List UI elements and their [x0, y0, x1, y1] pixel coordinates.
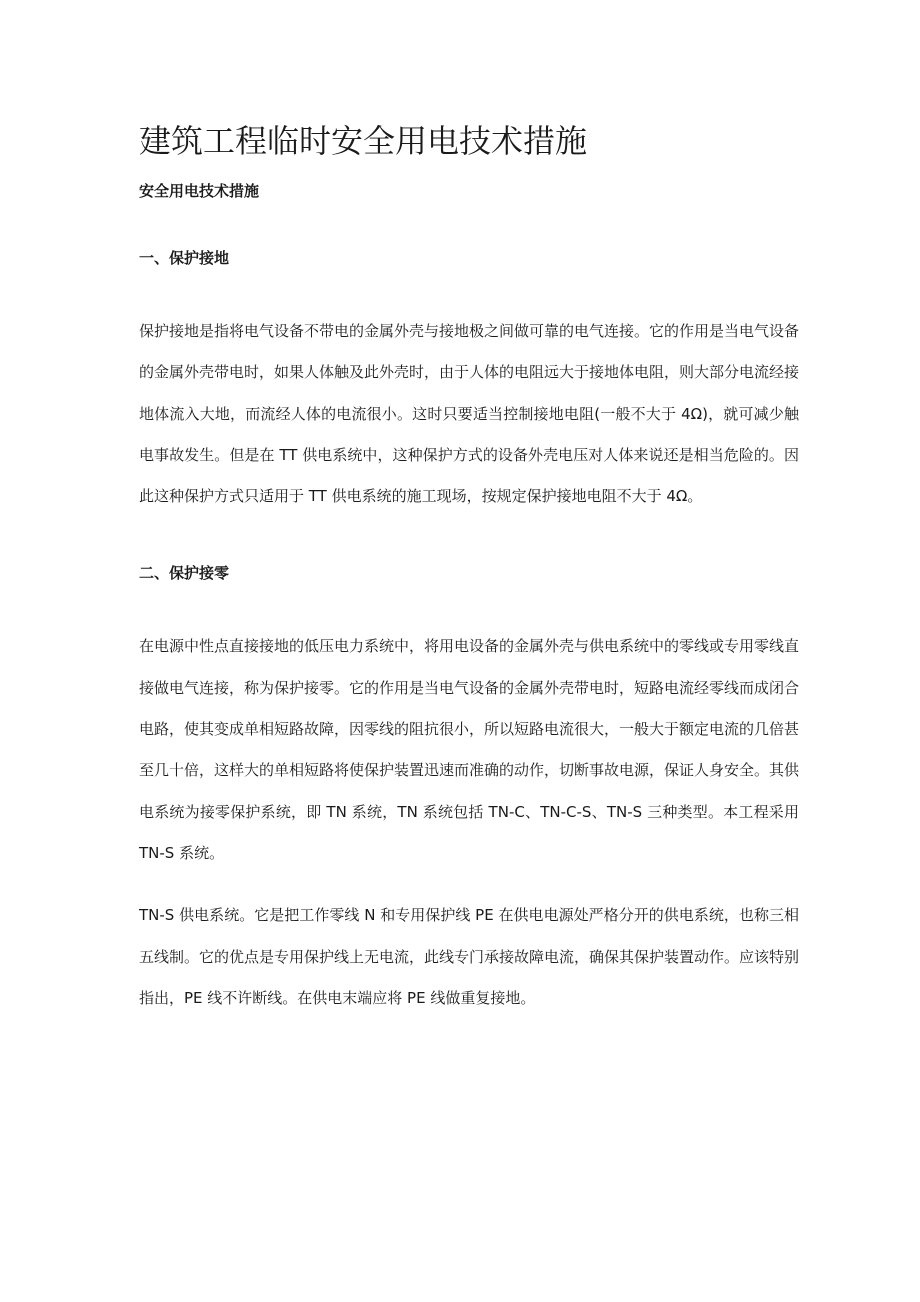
paragraph-protective-neutral: 在电源中性点直接接地的低压电力系统中，将用电设备的金属外壳与供电系统中的零线或专用零线直接做电气连接，称为保护接零。它的作用是当电气设备的金属外壳带电时，短路电流经零线而成闭合电路，使其变成单相短路故障，因零线的阻抗很小，所以短路电流很大，一般大于额定电流的几倍甚至几十倍，这样大的单相短路将使保护装置迅速而准确的动作，切断事故电源，保证人身安全。其供电系统为接零保护系统，即 TN 系统，TN 系统包括 TN-C、TN-C-S、TN-S 三种类型。本工程采用 TN-S 系统。 [139, 637, 800, 862]
paragraph-tn-s-system: TN-S 供电系统。它是把工作零线 N 和专用保护线 PE 在供电电源处严格分开的供电系统，也称三相五线制。它的优点是专用保护线上无电流，此线专门承接故障电流，确保其保护装置动作。应该特别指出，PE 线不许断线。在供电末端应将 PE 线做重复接地。 [139, 906, 800, 1007]
document-subtitle: 安全用电技术措施 [139, 182, 260, 200]
paragraph-protective-grounding: 保护接地是指将电气设备不带电的金属外壳与接地极之间做可靠的电气连接。它的作用是当电气设备的金属外壳带电时，如果人体触及此外壳时，由于人体的电阻远大于接地体电阻，则大部分电流经接地体流入大地，而流经人体的电流很小。这时只要适当控制接地电阻(一般不大于 4Ω)，就可减少触电事故发生。但是在 TT 供电系统中，这种保护方式的设备外壳电压对人体来说还是相当危险的。因此这种保护方式只适用于 TT 供电系统的施工现场，按规定保护接地电阻不大于 4Ω。 [139, 322, 800, 506]
page-title: 建筑工程临时安全用电技术措施 [139, 122, 588, 160]
section-heading-protective-grounding: 一、保护接地 [139, 249, 230, 267]
section-heading-protective-neutral: 二、保护接零 [139, 564, 230, 583]
document-body [139, 118, 799, 1019]
